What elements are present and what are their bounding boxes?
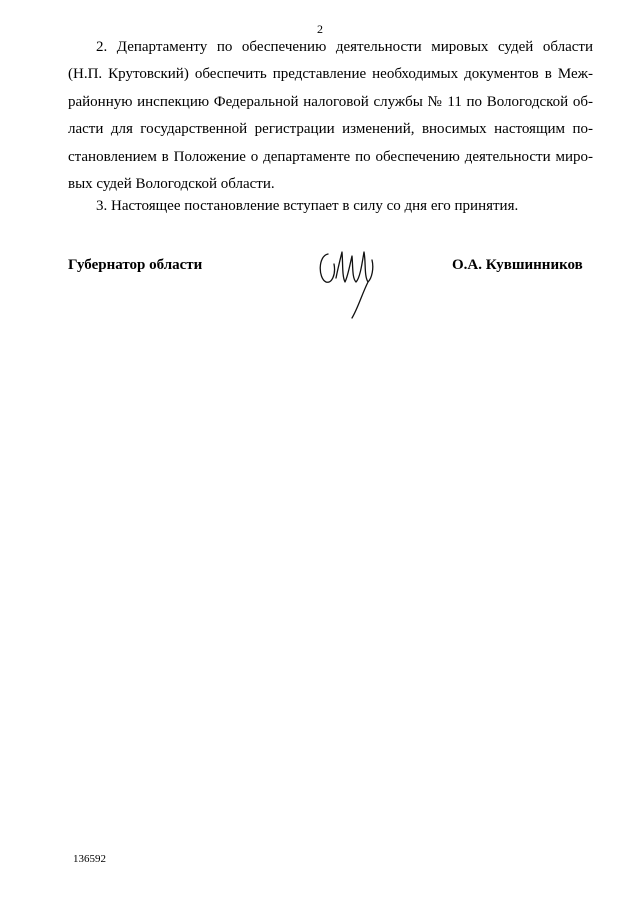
page-number: 2 (317, 22, 323, 36)
handwritten-signature (312, 238, 384, 322)
signatory-name: О.А. Кувшинников (452, 257, 583, 273)
paragraph-line: 2. Департаменту по обеспечению деятельности мировых судей области (96, 39, 593, 55)
paragraph-line: ласти для государственной регистрации изменений, вносимых настоящим по- (68, 121, 593, 138)
paragraph-line: становлением в Положение о департаменте по обеспечению деятельности миро- (68, 148, 593, 165)
paragraph-2 (68, 34, 593, 198)
paragraph-line: районную инспекцию Федеральной налоговой службы № 11 по Вологодской об- (68, 93, 593, 110)
paragraph-line: 3. Настоящее постановление вступает в силу со дня его принятия. (96, 198, 519, 214)
paragraph-line: (Н.П. Крутовский) обеспечить представление необходимых документов в Меж- (68, 66, 593, 83)
signatory-title: Губернатор области (68, 257, 203, 273)
paragraph-line: вых судей Вологодской области. (68, 176, 275, 193)
document-code: 136592 (73, 853, 106, 865)
paragraph-3 (68, 193, 593, 220)
